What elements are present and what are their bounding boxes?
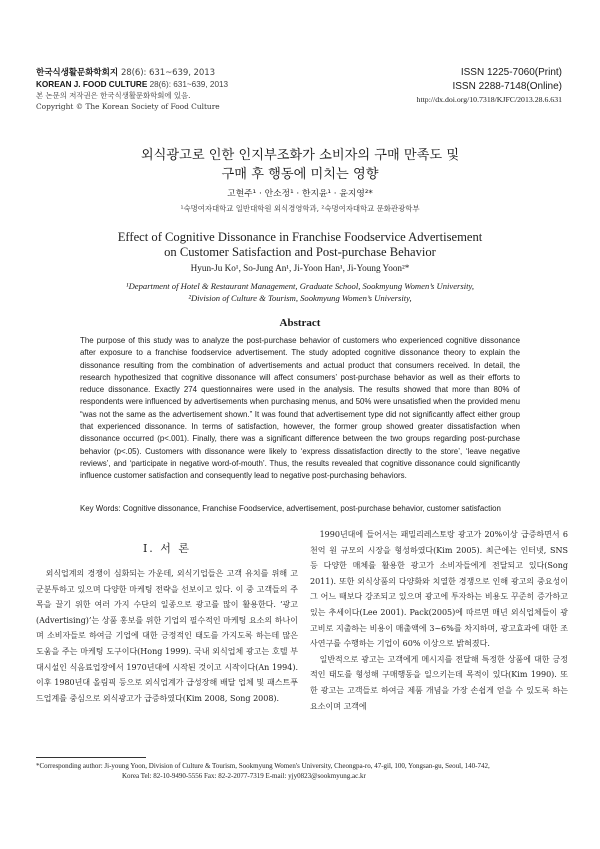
paragraph: 외식업계의 경쟁이 심화되는 가운데, 외식기업들은 고객 유치를 위해 고군분투하고 있으며 다양한 마케팅 전략을 선보이고 있다. 이 중 고객들의 주목을 끌기 위한 여러 가지 수단의 일종으로 광고를 많이 활용한다. ‘광고(Advertising)’는 상품 홍보를 위한 기업의 필수적인 마케팅 요소의 하나이며 소비자들로 하여금 기업에 대한 긍정적인 태도를 가지도록 하는데 많은 도움을 주는 마케팅 도구이다(Hong 1999). 국내 외식업체 광고는 호텔 부대시설인 식음료업장에서 1970년대에 시작된 것이고 시작이다(An 1994). 이후 1980년대 올림픽 등으로 외식업계가 급성장해 배달 업체 및 패스트푸드업계를 중심으로 외식광고가 급증하였다(Kim 2008, Song 2008).	[36, 569, 298, 703]
abstract-heading: Abstract	[279, 317, 321, 329]
affiliation-ko: ¹숙명여자대학교 일반대학원 외식경영학과, ²숙명여자대학교 문화관광학부	[180, 204, 420, 213]
footnote-line1: *Corresponding author: Ji-young Yoon, Division of Culture & Tourism, Sookmyung Women's University, Cheongpa-ro, 47-gil, 100, Yongsan-gu, Seoul, 140-742,	[36, 762, 490, 770]
body-column-left	[36, 566, 298, 706]
doi-link[interactable]: http://dx.doi.org/10.7318/KJFC/2013.28.6.631	[416, 95, 562, 104]
journal-volume-en: 28(6): 631~639, 2013	[149, 80, 229, 89]
paragraph: 1990년대에 들어서는 패밀리레스토랑 광고가 20%이상 급증하면서 6천억 원 규모의 시장을 형성하였다(Kim 2005). 최근에는 인터넷, SNS 등 다양한 매체를 활용한 광고가 소비자들에게 전달되고 있다(Song 2011). 또한 외식상품의 다양화와 치열한 경쟁으로 인해 광고의 중요성이 그 어느 때보다 강조되고 있으며 광고에 투자하는 비용도 꾸준히 증가하고 있는 추세이다(Lee 2001). Pack(2005)에 따르면 매년 외식업체들이 광고비로 지출하는 비용이 매출액에 3~6%를 차지하며, 광고효과에 대한 조사연구를 수행하는 기업이 60% 이상으로 밝혀졌다.	[310, 530, 568, 649]
title-en-line2: on Customer Satisfaction and Post-purchase Behavior	[164, 245, 436, 259]
affiliation-en	[0, 280, 600, 304]
journal-volume-ko: 28(6): 631~639, 2013	[120, 68, 216, 78]
title-en	[0, 230, 600, 260]
copyright: Copyright © The Korean Society of Food Culture	[36, 102, 220, 111]
body-column-right	[310, 527, 568, 714]
title-ko-line2: 구매 후 행동에 미치는 영향	[221, 167, 379, 182]
title-ko-line1: 외식광고로 인한 인지부조화가 소비자의 구매 만족도 및	[140, 148, 460, 163]
journal-name-en: KOREAN J. FOOD CULTURE	[36, 80, 148, 89]
copyright-note: 본 논문의 저작권은 한국식생활문화학회에 있음.	[36, 91, 191, 100]
title-ko	[0, 146, 600, 184]
title-en-line1: Effect of Cognitive Dissonance in Franchise Foodservice Advertisement	[117, 230, 483, 244]
journal-name-ko: 한국식생활문화학회지	[36, 68, 119, 78]
issn-online: ISSN 2288-7148(Online)	[452, 81, 562, 92]
affiliation-en-line1: ¹Department of Hotel & Restaurant Management, Graduate School, Sookmyung Women’s University,	[126, 281, 474, 291]
affiliation-en-line2: ²Division of Culture & Tourism, Sookmyung Women’s University,	[188, 293, 412, 303]
section-heading-introduction: Ⅰ. 서 론	[142, 542, 192, 555]
footnote-corresponding-author	[36, 761, 568, 781]
keywords: Key Words: Cognitive dissonance, Franchise Foodservice, advertisement, post-purchase behavior, customer satisfaction	[80, 504, 501, 513]
footnote-divider	[36, 757, 146, 758]
journal-name-ko-line	[36, 68, 336, 79]
issn-print: ISSN 1225-7060(Print)	[460, 67, 562, 78]
issn-block	[417, 66, 562, 105]
journal-name-en-line	[36, 79, 336, 90]
authors-en: Hyun-Ju Ko¹, So-Jung An¹, Ji-Yoon Han¹, Ji-Young Yoon²*	[190, 263, 410, 273]
authors-ko: 고현주¹ · 안소정¹ · 한지윤¹ · 윤지영²*	[227, 189, 373, 199]
footnote-line2: Korea Tel: 82-10-9490-5556 Fax: 82-2-2077-7319 E-mail: yjy0823@sookmyung.ac.kr	[122, 772, 366, 780]
abstract-text: The purpose of this study was to analyze the post-purchase behavior of customers who experienced cognitive dissonance after exposure to a franchise foodservice advertisement. The study adopted cognitive dissonance theory to explain the dissonance resulting from the combination of advertisements and actual product that consumers received. In detail, the research hypothesized that cognitive dissonance will affect consumers’ post-purchase behavior as well as their efforts to reduce dissonance. Exactly 274 questionnaires were used in the analysis. The results showed that more than 80% of respondents were influenced by advertisements when purchasing menus, and 50% were unsatisfied when the provided menu “was not the same as the advertisement shown.” It was found that advertisement type did not significantly affect either group that experienced dissonance. In terms of satisfaction, however, the former group showed greater dissatisfaction when dissonance occurred (p<.001). Finally, there was a significant difference between the two groups regarding post-purchase behavior (p<.05). Customers with dissonance were likely to ‘express dissatisfaction directly to the store’, ‘leave negative reviews’, and ‘participate in negative word-of-mouth’. Thus, the results revealed that cognitive dissonance could significantly influence customer satisfaction and consequently lead to negative post-purchasing behaviors.	[80, 336, 520, 481]
paragraph: 일반적으로 광고는 고객에게 메시지를 전달해 특정한 상품에 대한 긍정적인 태도를 형성해 구매행동을 일으키는데 목적이 있다(Kim 1990). 또한 광고는 고객들로 하여금 제품 개념을 가장 손쉽게 얻을 수 있도록 하는 요소이며 고객에	[310, 654, 568, 711]
journal-header	[36, 68, 336, 112]
